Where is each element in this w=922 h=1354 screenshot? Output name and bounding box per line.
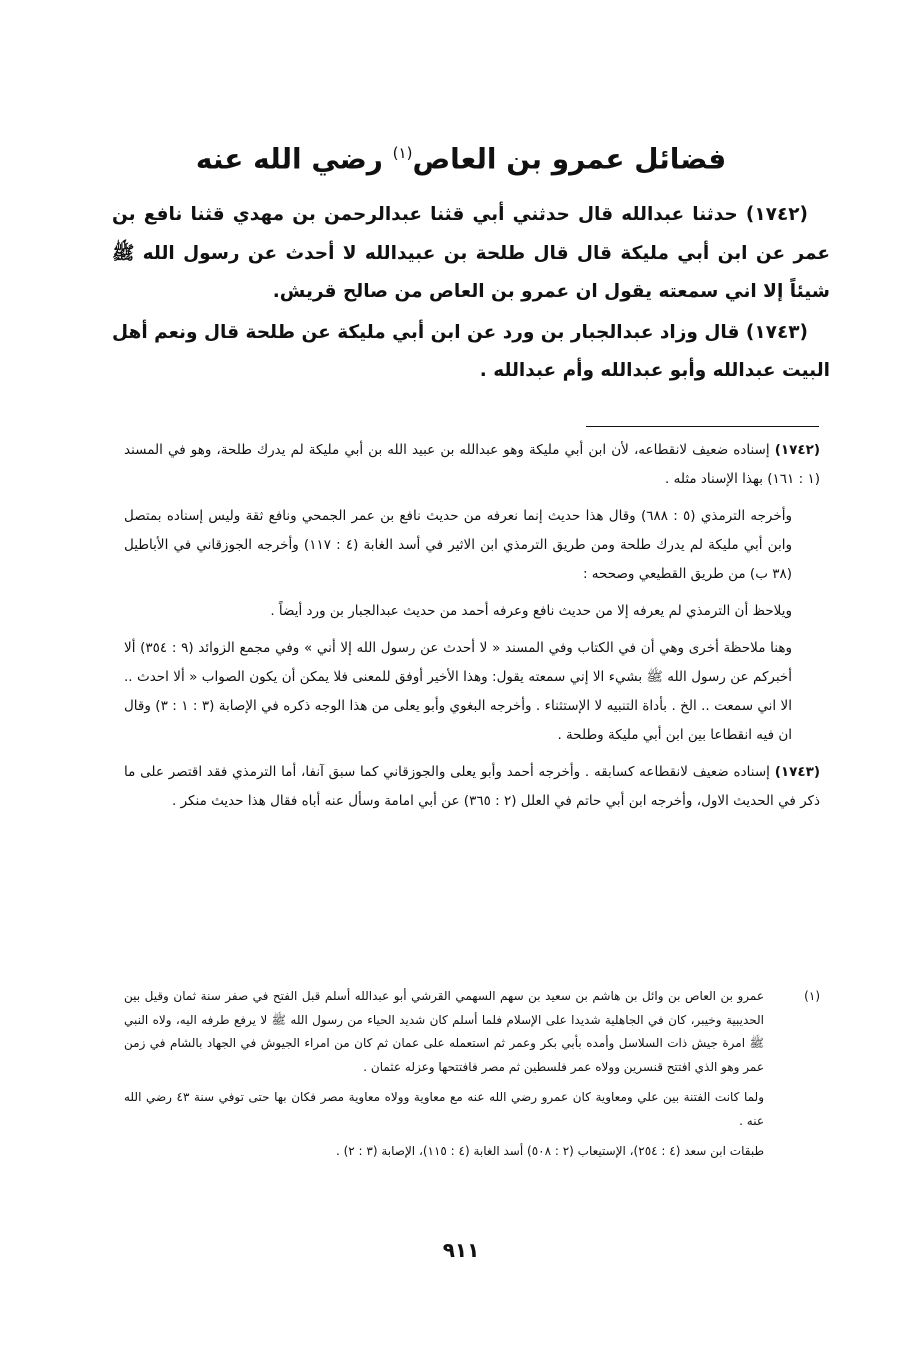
footnote-para: عمرو بن العاص بن وائل بن هاشم بن سعيد بن سهم السهمي القرشي أبو عبدالله أسلم قبل الفتح في صفر سنة ثمان وقيل بين الحديبية وخيبر، كان في الجاهلية شديدا على الإسلام فلما أسلم كان شديد الحياء من رسول الله ﷺ لا يرفع طرفه اليه، ولاه النبي ﷺ امرة جيش ذات السلاسل وأمده بأبي بكر وعمر ثم استعمله على عمان ثم كان من امراء الجيوش في الجهاد بالشام في زمن عمر وهو الذي افتتح قنسرين وولاه عمر فلسطين ثم مصر فافتتحها وعزله عثمان . <box>124 989 764 1074</box>
main-text <box>112 196 830 391</box>
note-1742-text: إسناده ضعيف لانقطاعه، لأن ابن أبي مليكة وهو عبدالله بن عبيد الله بن أبي مليكة لم يدرك طلحة، وهو في المسند (١ : ١٦١) بهذا الإسناد مثله . <box>124 442 820 487</box>
footnote-para: طبقات ابن سعد (٤ : ٢٥٤)، الإستيعاب (٢ : ٥٠٨) أسد الغابة (٤ : ١١٥)، الإصابة (٣ : ٢) . <box>335 1144 764 1158</box>
footnote-marker: (١) <box>804 989 820 1003</box>
note-1743 <box>124 758 820 816</box>
note-1742-para: ويلاحظ أن الترمذي لم يعرفه إلا من حديث نافع وعرفه أحمد من حديث عبدالجبار بن ورد أيضاً . <box>270 603 792 619</box>
footnote-ref-marker: (١) <box>392 144 413 162</box>
note-1743-number: (١٧٤٣) <box>774 764 820 780</box>
footnote-body <box>124 985 764 1164</box>
note-1742-number: (١٧٤٢) <box>774 442 820 458</box>
biography-footnote <box>124 985 820 1164</box>
footnote-para: ولما كانت الفتنة بين علي ومعاوية كان عمرو رضي الله عنه مع معاوية وولاه معاوية مصر فكان بها حتى توفي سنة ٤٣ رضي الله عنه . <box>124 1090 765 1128</box>
chapter-title-suffix: رضي الله عنه <box>195 142 383 176</box>
hadith-1743: (١٧٤٣) قال وزاد عبدالجبار بن ورد عن ابن أبي مليكة عن طلحة قال ونعم أهل البيت عبدالله وأبو عبدالله وأم عبدالله . <box>111 321 830 381</box>
note-1742 <box>124 436 820 494</box>
commentary-notes <box>124 436 820 816</box>
footnote-divider <box>586 426 819 427</box>
hadith-1742: (١٧٤٢) حدثنا عبدالله قال حدثني أبي قثنا عبدالرحمن بن مهدي قثنا نافع بن عمر عن ابن أبي مليكة قال قال طلحة بن عبيدالله لا أحدث عن رسول الله ﷺ شيئاً إلا اني سمعته يقول ان عمرو بن العاص من صالح قريش. <box>112 204 830 302</box>
note-1743-text: إسناده ضعيف لانقطاعه كسابقه . وأخرجه أحمد وأبو يعلى والجوزقاني كما سبق آنفا، أما الترمذي فقد اقتصر على ما ذكر في الحديث الاول، وأخرجه ابن أبي حاتم في العلل (٢ : ٣٦٥) عن أبي امامة وسأل عنه أباه فقال هذا حديث منكر . <box>124 764 820 809</box>
note-1742-para: وأخرجه الترمذي (٥ : ٦٨٨) وقال هذا حديث إنما نعرفه من حديث نافع بن عمر الجمحي ونافع ثقة وليس إسناده بمتصل وابن أبي مليكة لم يدرك طلحة ومن طريق الترمذي ابن الاثير في أسد الغابة (٤ : ١١٧) وأخرجه الجوزقاني في الأباطيل (٣٨ ب) من طريق القطيعي وصححه : <box>124 508 792 582</box>
chapter-title <box>0 128 922 184</box>
footnote-row <box>124 985 820 1164</box>
note-1742-para: وهنا ملاحظة أخرى وهي أن في الكتاب وفي المسند « لا أحدث عن رسول الله إلا أني » وفي مجمع الزوائد (٩ : ٣٥٤) ألا أخبركم عن رسول الله ﷺ بشيء الا إني سمعته يقول: وهذا الأخير أوفق للمعنى فلا يمكن أن يكون الصواب « ألا احدث .. الا اني سمعت .. الخ . بأداة التنبيه لا الإستثناء . وأخرجه البغوي وأبو يعلى من هذا الوجه ذكره في الإصابة (٣ : ١ : ٣) وقال ان فيه انقطاعا بين ابن أبي مليكة وطلحة . <box>124 640 793 743</box>
page-number: ٩١١ <box>442 1238 480 1262</box>
chapter-title-text: فضائل عمرو بن العاص <box>412 142 727 176</box>
